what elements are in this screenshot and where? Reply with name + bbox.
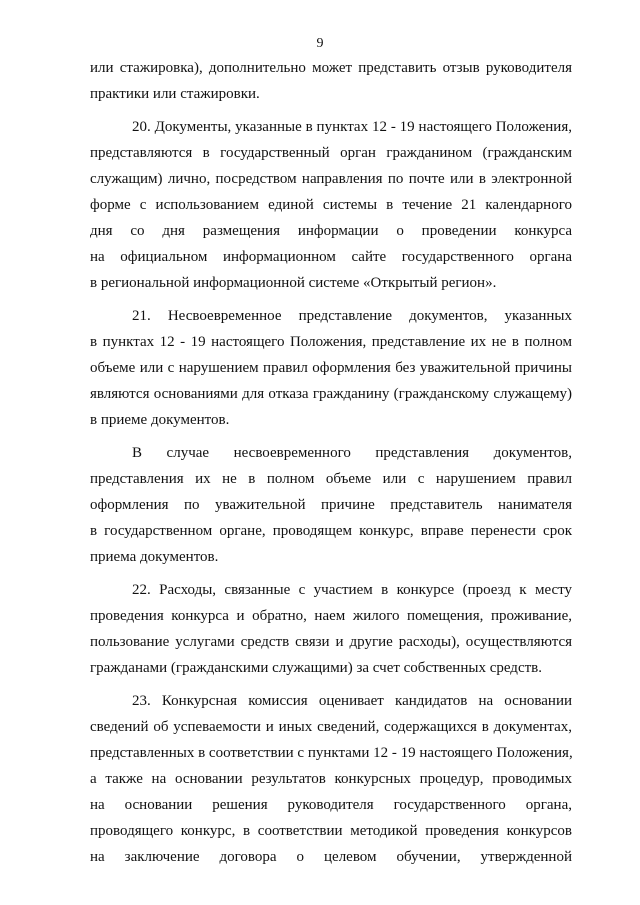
text-line: дня со дня размещения информации о проведении конкурса — [90, 223, 572, 239]
text-line: на заключение договора о целевом обучении, утвержденной — [90, 849, 572, 865]
paragraph-22 — [90, 577, 572, 681]
paragraph-20 — [90, 114, 572, 296]
text-line: в государственном органе, проводящем конкурс, вправе перенести срок — [90, 523, 572, 539]
text-line: 21. Несвоевременное представление документов, указанных — [132, 308, 572, 324]
text-line: в приеме документов. — [90, 412, 230, 428]
text-line: приема документов. — [90, 549, 219, 565]
text-line: в пунктах 12 - 19 настоящего Положения, представление их не в полном — [90, 334, 572, 350]
text-line: или стажировка), дополнительно может представить отзыв руководителя — [90, 60, 572, 76]
text-line: оформления по уважительной причине представитель нанимателя — [90, 497, 572, 513]
paragraph-21 — [90, 303, 572, 433]
paragraph-continuation — [90, 55, 572, 107]
paragraph-21-continued — [90, 440, 572, 570]
text-line: представления их не в полном объеме или с нарушением правил — [90, 471, 572, 487]
text-line: 22. Расходы, связанные с участием в конкурсе (проезд к месту — [132, 582, 572, 598]
text-line: В случае несвоевременного представления документов, — [132, 445, 572, 461]
paragraph-23 — [90, 688, 572, 870]
text-line: гражданами (гражданскими служащими) за счет собственных средств. — [90, 660, 542, 676]
text-line: в региональной информационной системе «Открытый регион». — [90, 275, 497, 291]
text-line: представляются в государственный орган гражданином (гражданским — [90, 145, 572, 161]
text-line: представленных в соответствии с пунктами 12 - 19 настоящего Положения, — [90, 745, 573, 761]
text-line: служащим) лично, посредством направления по почте или в электронной — [90, 171, 572, 187]
text-line: 23. Конкурсная комиссия оценивает кандидатов на основании — [132, 693, 572, 709]
page-number: 9 — [316, 36, 324, 51]
document-body — [90, 55, 572, 870]
text-line: пользование услугами средств связи и другие расходы), осуществляются — [90, 634, 572, 650]
text-line: 20. Документы, указанные в пунктах 12 - 19 настоящего Положения, — [132, 119, 572, 135]
text-line: проведения конкурса и обратно, наем жилого помещения, проживание, — [90, 608, 572, 624]
text-line: практики или стажировки. — [90, 86, 260, 102]
text-line: проводящего конкурс, в соответствии методикой проведения конкурсов — [90, 823, 572, 839]
text-line: на официальном информационном сайте государственного органа — [90, 249, 572, 265]
text-line: форме с использованием единой системы в течение 21 календарного — [90, 197, 572, 213]
text-line: сведений об успеваемости и иных сведений, содержащихся в документах, — [90, 719, 572, 735]
text-line: являются основаниями для отказа гражданину (гражданскому служащему) — [90, 386, 572, 402]
text-line: а также на основании результатов конкурсных процедур, проводимых — [90, 771, 572, 787]
text-line: на основании решения руководителя государственного органа, — [90, 797, 572, 813]
text-line: объеме или с нарушением правил оформления без уважительной причины — [90, 360, 572, 376]
